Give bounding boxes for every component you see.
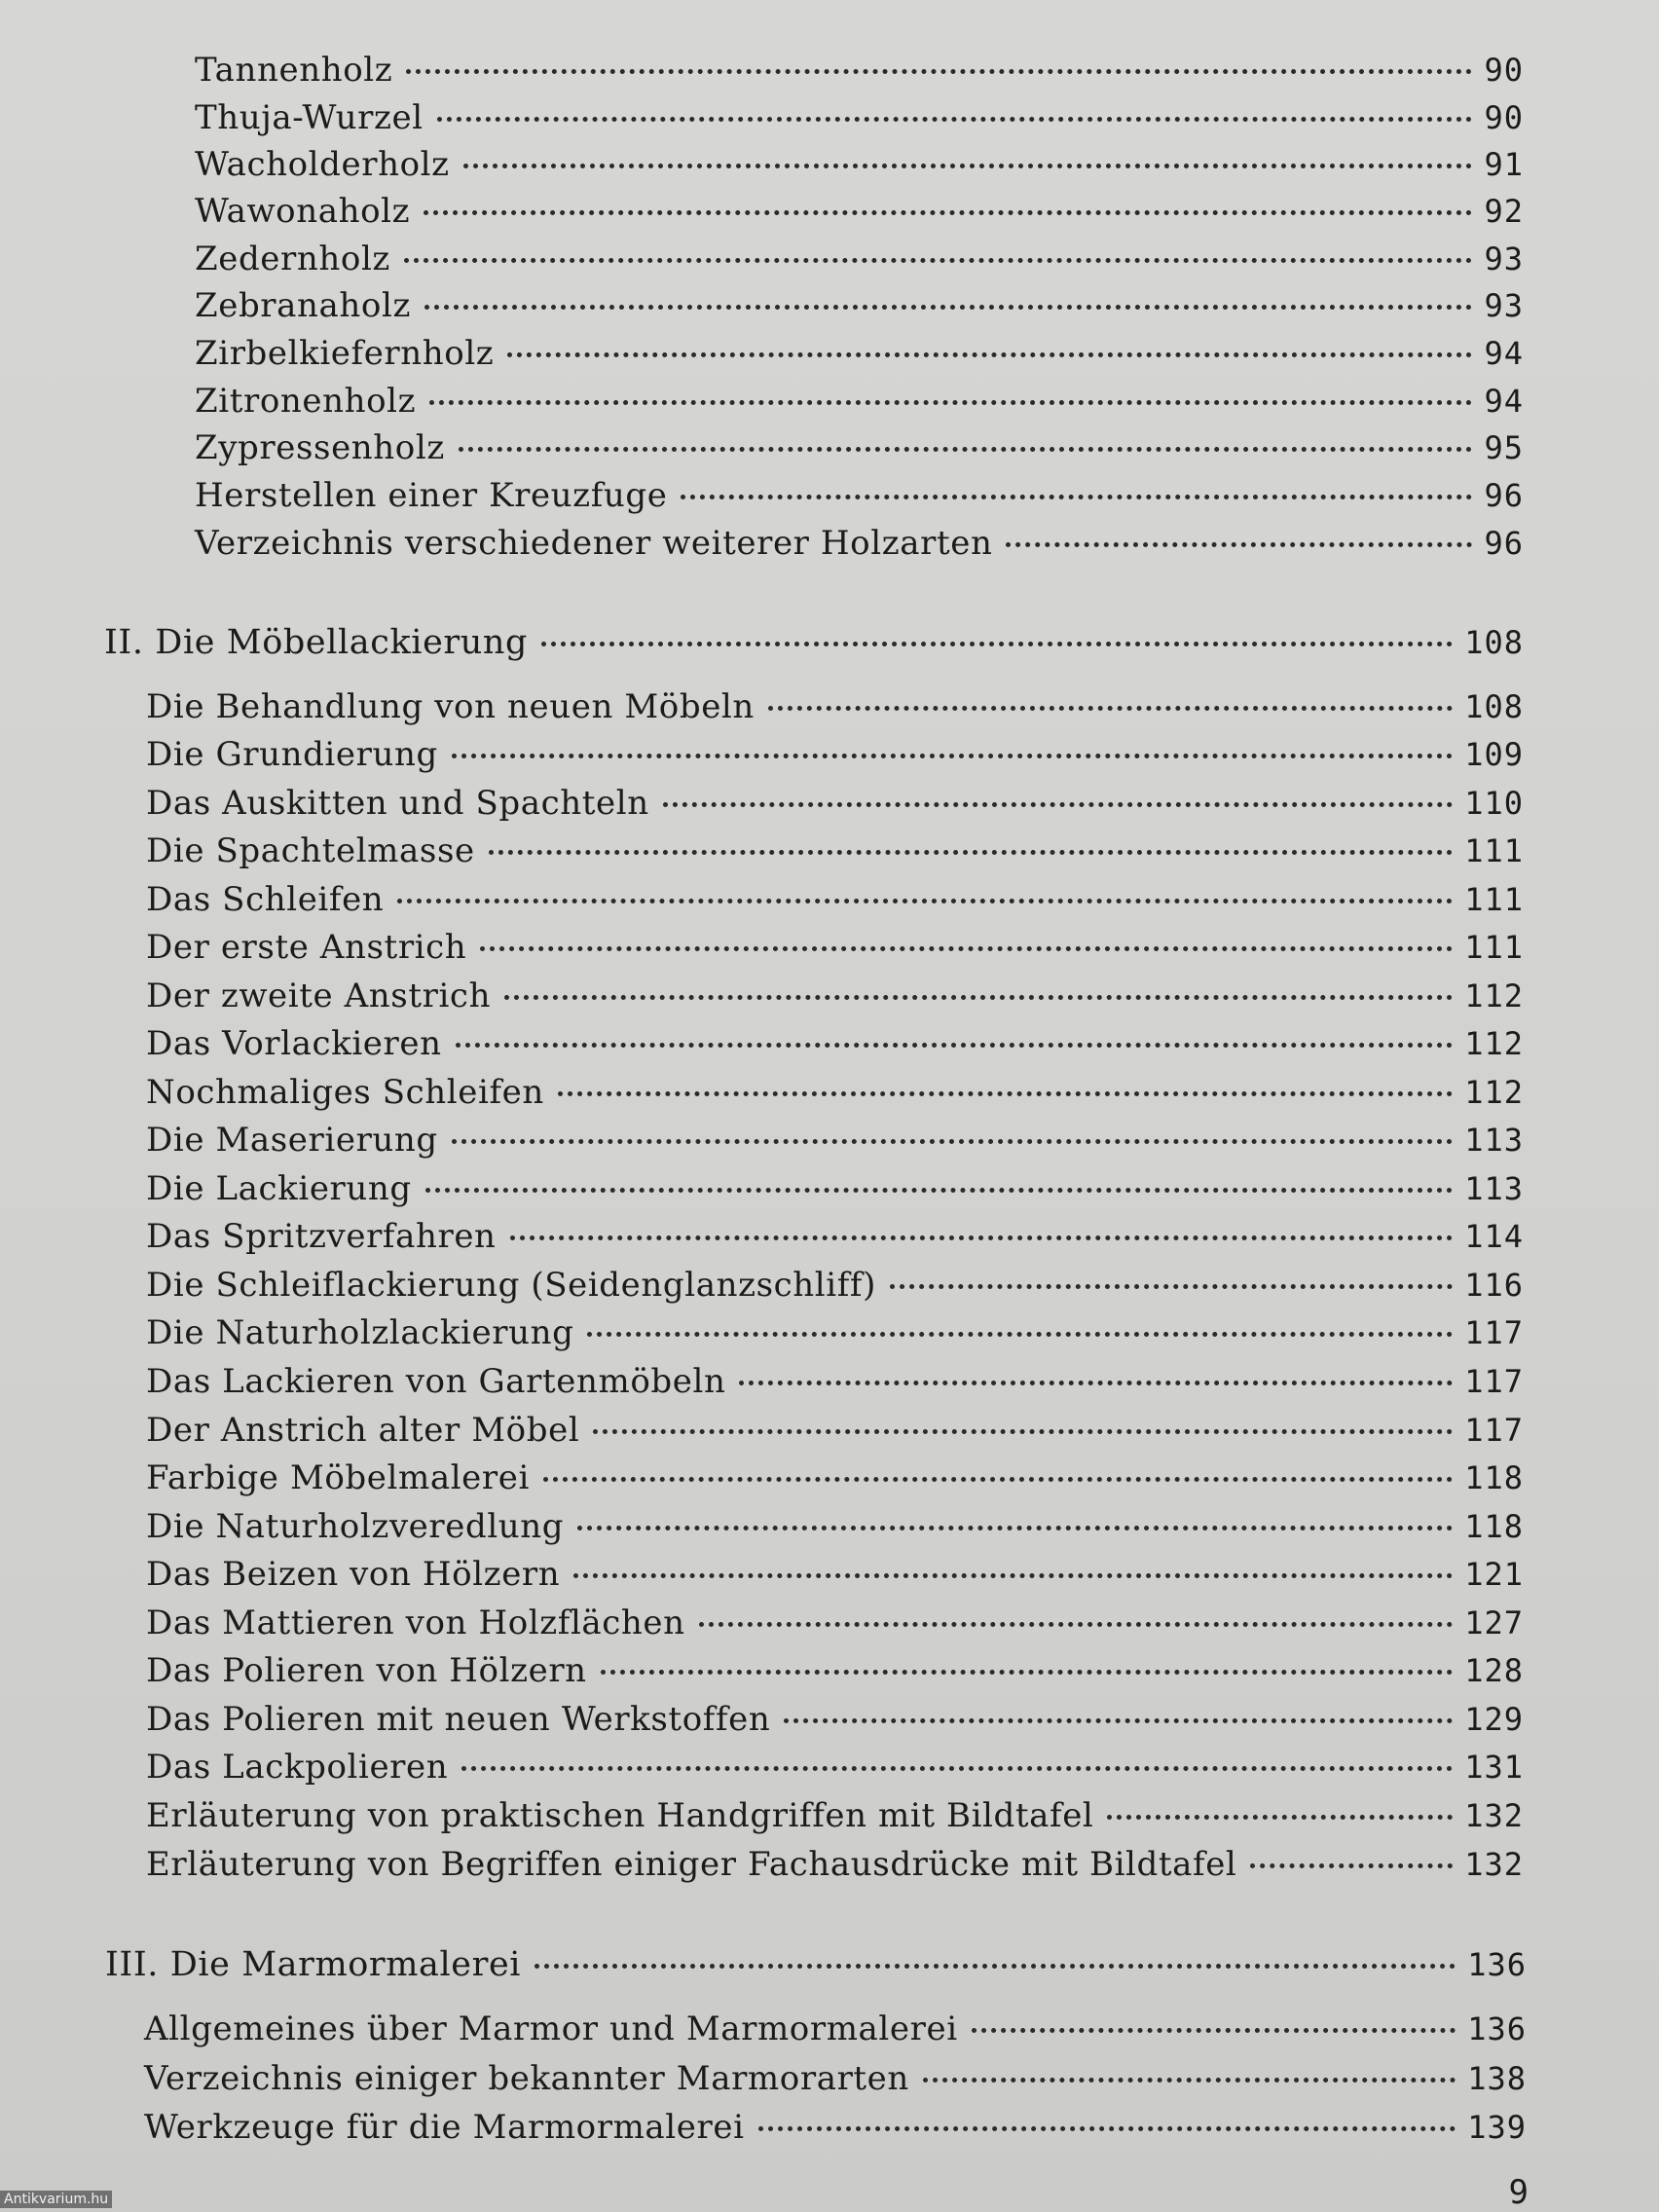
toc-entry [146, 1266, 1524, 1312]
toc-entry-title: Das Vorlackieren [146, 1024, 442, 1063]
toc-entry-page: 112 [1464, 1025, 1524, 1062]
toc-entry [146, 1411, 1524, 1457]
leader-dots [425, 1188, 1453, 1193]
toc-entry [146, 1362, 1524, 1409]
toc-entry-title: Erläuterung von praktischen Handgriffen mit Bildtafel [146, 1796, 1094, 1835]
toc-entry [146, 977, 1524, 1023]
toc-entry-page: 132 [1464, 1797, 1524, 1834]
toc-entry-title: Zedernholz [195, 240, 390, 278]
toc-entry-page: 93 [1484, 240, 1524, 277]
toc-entry [195, 240, 1524, 286]
toc-entry [146, 1651, 1524, 1698]
leader-dots [923, 2078, 1456, 2083]
toc-entry [146, 1121, 1524, 1167]
toc-entry-title: Nochmaliges Schleifen [146, 1073, 544, 1112]
leader-dots [489, 850, 1453, 855]
leader-dots [699, 1622, 1454, 1627]
toc-entry [146, 1700, 1524, 1747]
toc-entry [195, 145, 1524, 192]
leader-dots [601, 1670, 1454, 1675]
leader-dots [558, 1091, 1453, 1096]
leader-dots [577, 1526, 1453, 1530]
toc-entry-page: 117 [1464, 1363, 1524, 1400]
toc-entry [195, 524, 1524, 571]
toc-entry [146, 1313, 1524, 1360]
watermark-label: Antikvarium.hu [0, 2191, 112, 2208]
section-heading [105, 1945, 1527, 1992]
toc-entry [146, 1555, 1524, 1602]
leader-dots [1006, 542, 1472, 547]
leader-dots [429, 400, 1472, 405]
toc-entry-page: 127 [1464, 1604, 1524, 1641]
toc-entry [195, 382, 1524, 428]
toc-entry [146, 1845, 1524, 1892]
toc-entry-title: Die Maserierung [146, 1121, 438, 1160]
toc-entry [144, 2009, 1527, 2056]
toc-entry-title: Das Polieren von Hölzern [146, 1651, 587, 1690]
toc-entry-title: Das Spritzverfahren [146, 1217, 497, 1256]
toc-entry-title: Der Anstrich alter Möbel [146, 1411, 580, 1450]
toc-entry-title: Die Schleiflackierung (Seidenglanzschliff) [146, 1266, 876, 1305]
toc-entry [146, 1748, 1524, 1794]
toc-entry-title: Die Spachtelmasse [146, 831, 475, 870]
toc-entry-page: 139 [1467, 2109, 1527, 2146]
toc-entry-title: Tannenholz [195, 51, 393, 90]
toc-entry [144, 2059, 1527, 2106]
section-heading-title: II. Die Möbellackierung [104, 623, 529, 662]
toc-entry [195, 428, 1524, 475]
toc-entry [146, 928, 1524, 975]
toc-entry [146, 784, 1524, 830]
toc-entry-page: 128 [1464, 1652, 1524, 1689]
toc-entry [146, 880, 1524, 927]
toc-entry [195, 51, 1524, 97]
toc-entry-page: 96 [1484, 525, 1524, 562]
toc-entry-title: Das Beizen von Hölzern [146, 1555, 561, 1594]
toc-entry-title: Das Mattieren von Holzflächen [146, 1604, 685, 1642]
leader-dots [461, 1766, 1453, 1771]
toc-entry-title: Zypressenholz [195, 428, 445, 467]
toc-entry-page: 96 [1484, 477, 1524, 514]
toc-entry-title: Die Naturholzlackierung [146, 1313, 574, 1352]
toc-entry-page: 118 [1464, 1508, 1524, 1545]
toc-entry-title: Wacholderholz [195, 145, 450, 184]
toc-entry-page: 131 [1464, 1749, 1524, 1786]
leader-dots [535, 1964, 1456, 1969]
leader-dots [890, 1284, 1453, 1289]
toc-entry-title: Die Lackierung [146, 1169, 412, 1208]
toc-entry-page: 112 [1464, 977, 1524, 1014]
toc-entry-page: 116 [1464, 1267, 1524, 1304]
leader-dots [463, 164, 1473, 168]
toc-entry-page: 109 [1464, 736, 1524, 773]
leader-dots [593, 1429, 1453, 1434]
toc-entry-page: 117 [1464, 1412, 1524, 1449]
leader-dots [681, 495, 1472, 499]
leader-dots [437, 117, 1473, 122]
leader-dots [1107, 1815, 1453, 1820]
toc-entry-page: 94 [1484, 383, 1524, 420]
toc-entry-page: 111 [1464, 832, 1524, 869]
toc-entry-page: 111 [1464, 881, 1524, 918]
leader-dots [406, 69, 1472, 74]
toc-entry-page: 132 [1464, 1846, 1524, 1883]
leader-dots [784, 1718, 1453, 1723]
section-heading [104, 623, 1524, 670]
leader-dots [459, 447, 1473, 452]
toc-entry-title: Das Auskitten und Spachteln [146, 784, 649, 823]
toc-entry-title: Das Polieren mit neuen Werkstoffen [146, 1700, 771, 1739]
toc-entry-title: Thuja-Wurzel [195, 98, 424, 137]
toc-entry-page: 121 [1464, 1556, 1524, 1593]
toc-entry [146, 1796, 1524, 1843]
toc-entry-title: Der zweite Anstrich [146, 977, 492, 1015]
toc-entry [195, 192, 1524, 239]
toc-entry-title: Das Lackieren von Gartenmöbeln [146, 1362, 726, 1401]
leader-dots [510, 1235, 1454, 1240]
toc-entry-page: 90 [1484, 99, 1524, 136]
toc-entry-page: 118 [1464, 1459, 1524, 1496]
leader-dots [663, 802, 1453, 807]
toc-entry-page: 114 [1464, 1218, 1524, 1255]
toc-entry-title: Das Schleifen [146, 880, 385, 919]
toc-entry-title: Die Behandlung von neuen Möbeln [146, 687, 755, 726]
leader-dots [452, 1139, 1453, 1144]
toc-entry-title: Allgemeines über Marmor und Marmormalerei [144, 2009, 958, 2048]
leader-dots [424, 210, 1472, 215]
toc-entry [146, 1024, 1524, 1071]
leader-dots [768, 706, 1453, 711]
leader-dots [1250, 1863, 1453, 1868]
toc-entry-page: 113 [1464, 1122, 1524, 1159]
toc-entry-title: Die Naturholzveredlung [146, 1507, 565, 1546]
toc-entry-title: Die Grundierung [146, 735, 438, 774]
toc-entry-page: 92 [1484, 193, 1524, 230]
toc-entry-title: Farbige Möbelmalerei [146, 1458, 530, 1497]
toc-entry [195, 98, 1524, 145]
toc-entry-page: 93 [1484, 287, 1524, 324]
toc-entry-page: 95 [1484, 429, 1524, 466]
leader-dots [543, 1477, 1453, 1482]
toc-entry-title: Verzeichnis verschiedener weiterer Holzarten [195, 524, 993, 563]
leader-dots [507, 352, 1472, 357]
leader-dots [404, 258, 1473, 263]
toc-entry-page: 113 [1464, 1170, 1524, 1207]
toc-entry [195, 476, 1524, 523]
toc-entry-page: 136 [1467, 2010, 1527, 2047]
page-number: 9 [1508, 2173, 1529, 2212]
toc-entry-title: Das Lackpolieren [146, 1748, 449, 1787]
toc-entry-title: Herstellen einer Kreuzfuge [195, 476, 668, 515]
toc-entry-page: 94 [1484, 335, 1524, 372]
section-heading-page: 108 [1464, 624, 1524, 661]
leader-dots [480, 946, 1453, 951]
toc-entry [146, 1169, 1524, 1216]
toc-entry-page: 112 [1464, 1074, 1524, 1111]
toc-entry [146, 1073, 1524, 1120]
toc-entry-page: 117 [1464, 1314, 1524, 1351]
toc-entry-page: 111 [1464, 929, 1524, 966]
toc-entry [146, 1458, 1524, 1505]
toc-entry [146, 735, 1524, 782]
leader-dots [456, 1043, 1454, 1048]
toc-entry-title: Zebranaholz [195, 286, 411, 325]
toc-entry-title: Wawonaholz [195, 192, 411, 231]
toc-entry [195, 334, 1524, 381]
toc-entry [146, 1604, 1524, 1650]
toc-entry-title: Der erste Anstrich [146, 928, 467, 967]
toc-entry-title: Zirbelkiefernholz [195, 334, 495, 373]
toc-entry [146, 1507, 1524, 1554]
toc-entry [144, 2108, 1527, 2155]
toc-entry-page: 108 [1464, 688, 1524, 725]
leader-dots [573, 1573, 1453, 1578]
section-heading-page: 136 [1467, 1946, 1527, 1983]
leader-dots [541, 642, 1453, 646]
leader-dots [587, 1332, 1453, 1337]
leader-dots [452, 754, 1453, 758]
toc-entry-title: Zitronenholz [195, 382, 417, 421]
leader-dots [758, 2126, 1456, 2131]
leader-dots [424, 305, 1473, 310]
toc-entry-page: 138 [1467, 2060, 1527, 2097]
toc-entry-title: Erläuterung von Begriffen einiger Fachausdrücke mit Bildtafel [146, 1845, 1237, 1884]
toc-entry-page: 90 [1484, 52, 1524, 89]
section-heading-title: III. Die Marmormalerei [105, 1945, 522, 1984]
leader-dots [397, 899, 1453, 903]
toc-entry-page: 129 [1464, 1701, 1524, 1738]
leader-dots [972, 2028, 1456, 2033]
toc-entry-page: 91 [1484, 146, 1524, 183]
leader-dots [739, 1381, 1453, 1385]
toc-entry [195, 286, 1524, 333]
leader-dots [504, 995, 1453, 1000]
toc-entry [146, 1217, 1524, 1264]
toc-entry-title: Verzeichnis einiger bekannter Marmorarten [144, 2059, 909, 2098]
toc-entry [146, 687, 1524, 734]
toc-entry-page: 110 [1464, 785, 1524, 822]
toc-entry-title: Werkzeuge für die Marmormalerei [144, 2108, 745, 2147]
toc-entry [146, 831, 1524, 878]
